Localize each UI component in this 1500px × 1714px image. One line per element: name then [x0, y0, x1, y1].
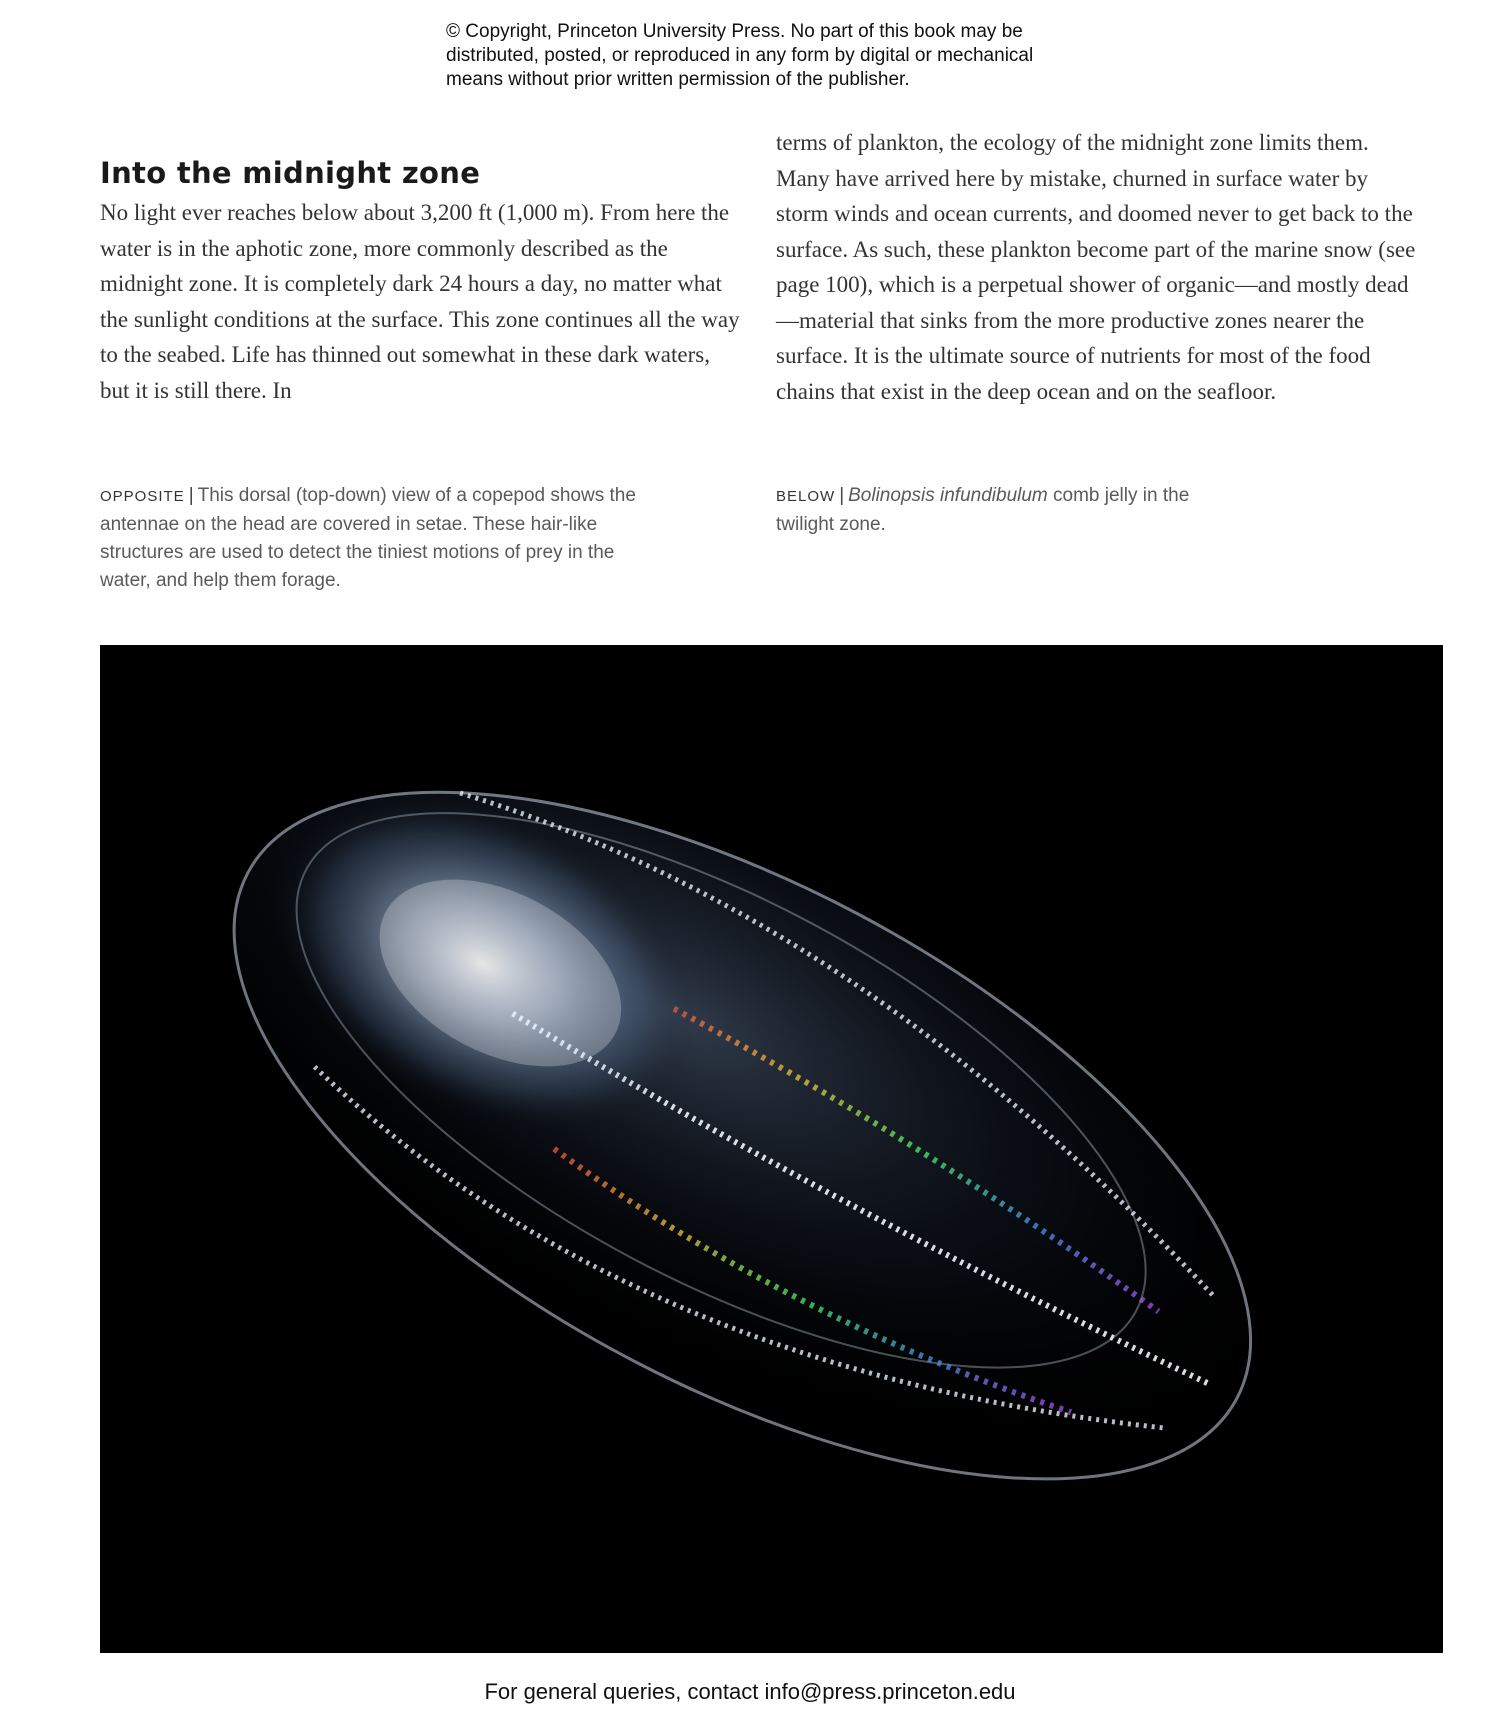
caption-opposite	[100, 482, 640, 595]
body-paragraph-left: No light ever reaches below about 3,200 ft (1,000 m). From here the water is in the aphotic zone, more commonly described as the midnight zone. It is completely dark 24 hours a day, no matter what the sunlight conditions at the surface. This zone continues all the way to the seabed. Life has thinned out somewhat in these dark waters, but it is still there. In	[100, 200, 740, 403]
body-paragraph-right: terms of plankton, the ecology of the midnight zone limits them. Many have arrived here by mistake, churned in surface water by storm winds and ocean currents, and doomed never to get back to the surface. As such, these plankton become part of the marine snow (see page 100), which is a perpetual shower of organic—and mostly dead—material that sinks from the more productive zones nearer the surface. It is the ultimate source of nutrients for most of the food chains that exist in the deep ocean and on the seafloor.	[776, 130, 1416, 404]
copyright-notice: © Copyright, Princeton University Press. No part of this book may be distributed, posted, or reproduced in any form by digital or mechanical means without prior written permission of the publisher.	[446, 21, 1034, 90]
caption-separator: |	[188, 485, 194, 506]
comb-jelly-photo	[100, 645, 1443, 1653]
comb-jelly-illustration	[100, 645, 1443, 1653]
caption-label: OPPOSITE	[100, 488, 185, 505]
caption-text: This dorsal (top-down) view of a copepod shows the antennae on the head are covered in setae. These hair-like structures are used to detect the tiniest motions of prey in the water, and help them forage.	[100, 485, 636, 591]
body-column-right	[776, 125, 1416, 409]
caption-species: Bolinopsis infundibulum	[848, 485, 1048, 506]
section-heading: Into the midnight zone	[100, 156, 481, 190]
body-column-left	[100, 195, 740, 408]
caption-below	[776, 482, 1196, 539]
caption-separator: |	[839, 485, 845, 506]
footer-contact: For general queries, contact info@press.princeton.edu	[484, 1679, 1016, 1704]
caption-text: comb jelly in the twilight zone.	[776, 485, 1190, 535]
caption-label: BELOW	[776, 488, 836, 505]
